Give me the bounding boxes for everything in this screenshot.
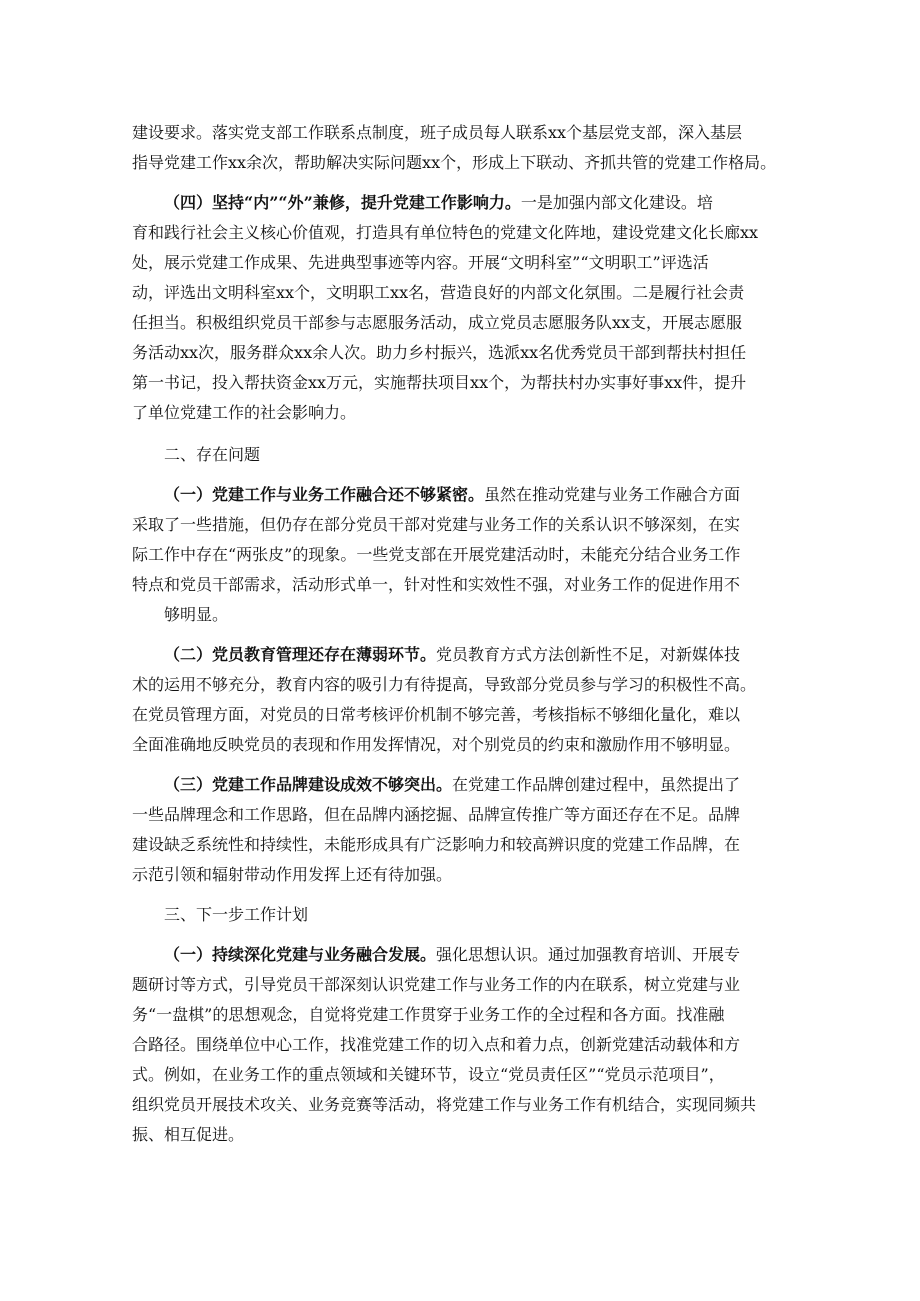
subheading: （三）党建工作品牌建设成效不够突出。 [164,775,453,794]
text-line: 任担当。积极组织党员干部参与志愿服务活动，成立党员志愿服务队xx支，开展志愿服 [132,313,743,332]
text-line: 了单位党建工作的社会影响力。 [132,403,357,422]
text-line: 全面准确地反映党员的表现和作用发挥情况，对个别党员的约束和激励作用不够明显。 [132,735,741,754]
text-line: 示范引领和辐射带动作用发挥上还有待加强。 [132,865,453,884]
text-line: 采取了一些措施，但仍存在部分党员干部对党建与业务工作的关系认识不够深刻，在实 [132,515,741,534]
paragraph-text: 强化思想认识。通过加强教育培训、开展专 [436,945,741,964]
text-line [164,770,740,800]
text-line [164,940,740,970]
text-line: 指导党建工作xx余次，帮助解决实际问题xx个，形成上下联动、齐抓共管的党建工作格局。 [132,153,777,172]
subheading: （一）党建工作与业务工作融合还不够紧密。 [164,485,485,504]
text-line: 务“一盘棋”的思想观念，自觉将党建工作贯穿于业务工作的全过程和各方面。找准融 [132,1005,725,1024]
text-line: 务活动xx次，服务群众xx余人次。助力乡村振兴，选派xx名优秀党员干部到帮扶村担任 [132,343,747,362]
text-line: 三、下一步工作计划 [164,905,309,924]
paragraph-text: 在党建工作品牌创建过程中，虽然提出了 [452,775,741,794]
text-line: 建设要求。落实党支部工作联系点制度，班子成员每人联系xx个基层党支部，深入基层 [132,123,743,142]
paragraph-text: 一是加强内部文化建设。培 [520,193,713,212]
text-line [164,188,713,218]
text-line: 第一书记，投入帮扶资金xx万元，实施帮扶项目xx个，为帮扶村办实事好事xx件，提升 [132,373,747,392]
text-line: 特点和党员干部需求，活动形式单一，针对性和实效性不强，对业务工作的促进作用不 [132,575,741,594]
text-line: 育和践行社会主义核心价值观，打造具有单位特色的党建文化阵地，建设党建文化长廊xx [132,223,759,242]
paragraph-text: 党员教育方式方法创新性不足，对新媒体技 [436,645,741,664]
text-line: 二、存在问题 [164,445,261,464]
text-line: 一些品牌理念和工作思路，但在品牌内涵挖掘、品牌宣传推广等方面还存在不足。品牌 [132,805,741,824]
text-line: 在党员管理方面，对党员的日常考核评价机制不够完善，考核指标不够细化量化，难以 [132,705,741,724]
subheading: （一）持续深化党建与业务融合发展。 [164,945,437,964]
text-line: 建设缺乏系统性和持续性，未能形成具有广泛影响力和较高辨识度的党建工作品牌，在 [132,835,741,854]
subheading: （二）党员教育管理还存在薄弱环节。 [164,645,437,664]
text-line: 动，评选出文明科室xx个，文明职工xx名，营造良好的内部文化氛围。二是履行社会责 [132,283,745,302]
text-line [164,640,740,670]
text-line: 够明显。 [164,605,229,624]
text-line: 处，展示党建工作成果、先进典型事迹等内容。开展“文明科室”“文明职工”评选活 [132,253,709,272]
paragraph-text: 虽然在推动党建与业务工作融合方面 [484,485,741,504]
text-line: 振、相互促进。 [132,1125,245,1144]
text-line [164,480,740,510]
text-line: 际工作中存在“两张皮”的现象。一些党支部在开展党建活动时，未能充分结合业务工作 [132,545,741,564]
text-line: 合路径。围绕单位中心工作，找准党建工作的切入点和着力点，创新党建活动载体和方 [132,1035,741,1054]
text-line: 组织党员开展技术攻关、业务竞赛等活动，将党建工作与业务工作有机结合，实现同频共 [132,1095,757,1114]
subheading: （四）坚持“内”“外”兼修，提升党建工作影响力。 [164,193,521,212]
text-line: 术的运用不够充分，教育内容的吸引力有待提高，导致部分党员参与学习的积极性不高。 [132,675,757,694]
text-line: 题研讨等方式，引导党员干部深刻认识党建工作与业务工作的内在联系，树立党建与业 [132,975,741,994]
text-line: 式。例如，在业务工作的重点领域和关键环节，设立“党员责任区”“党员示范项目”， [132,1065,725,1084]
